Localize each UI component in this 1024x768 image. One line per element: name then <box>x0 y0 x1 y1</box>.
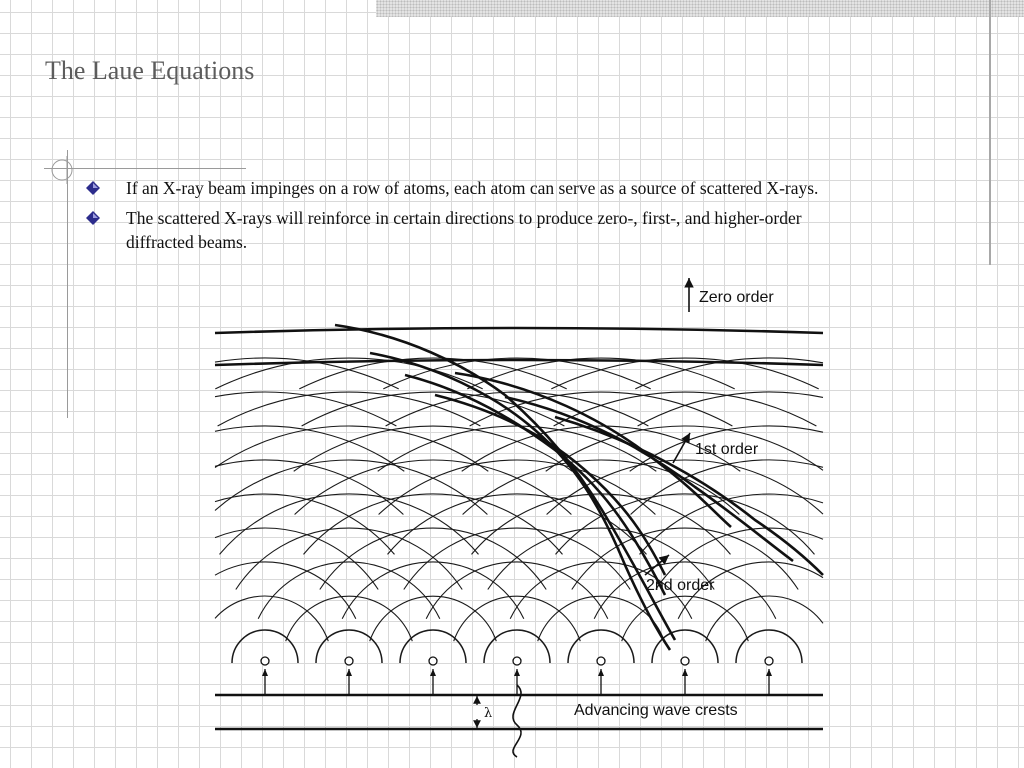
wavelet-arc <box>304 494 563 554</box>
wavelet-arc <box>622 596 749 641</box>
wavelet-arc <box>706 596 823 641</box>
crosshair-decoration-icon <box>50 156 78 184</box>
atom <box>597 657 605 694</box>
wavelet-arc <box>546 426 823 471</box>
bullet-text: The scattered X-rays will reinforce in certain directions to produce zero-, first-, and higher-order diffracted beams. <box>126 208 802 252</box>
wave-crests-label: Advancing wave crests <box>574 702 738 719</box>
wavelet-arc <box>538 596 665 641</box>
wavelet-arc <box>454 596 581 641</box>
wavelet-arc <box>215 596 328 641</box>
wavelet-arc <box>215 426 488 471</box>
wavelet-arc <box>286 596 413 641</box>
diffracted-wavefront <box>435 395 665 575</box>
atom <box>345 657 353 694</box>
wavelet-arc <box>215 528 378 589</box>
header-texture-band <box>376 0 1024 17</box>
slide-title: The Laue Equations <box>45 56 255 85</box>
wavelet-arc <box>383 358 650 389</box>
diffracted-wavefront <box>370 353 670 650</box>
first-order-label: 1st order <box>695 441 759 458</box>
bullet-list <box>86 176 866 260</box>
left-vertical-rule <box>67 150 68 418</box>
wavelet-arc <box>215 460 487 515</box>
wavelet-arc <box>215 392 396 426</box>
atom-row <box>261 657 773 694</box>
wavelet-arc <box>295 460 572 514</box>
wavelet-arc <box>236 528 462 589</box>
wavelet-arc <box>220 494 479 554</box>
diffracted-wavefronts <box>215 325 823 650</box>
atom <box>261 657 269 694</box>
diffracted-wavefront <box>555 417 823 575</box>
wavelet-arc <box>370 596 497 641</box>
wavelength-symbol: λ <box>484 706 493 721</box>
wavelet-arc <box>379 460 656 514</box>
right-vertical-rule <box>989 0 991 265</box>
bullet-item <box>86 206 866 254</box>
wavelet-arc <box>472 494 731 554</box>
second-order-label: 2nd order <box>646 577 715 594</box>
wavelet-arc <box>554 392 817 426</box>
bullet-item <box>86 176 866 200</box>
diamond-bullet-icon <box>86 181 100 195</box>
diffracted-wavefront <box>215 328 823 333</box>
wavelet-arc <box>638 392 823 426</box>
diffraction-diagram <box>205 265 835 765</box>
atom <box>681 657 689 694</box>
wavelet-arc <box>258 562 440 619</box>
wavelet-arc <box>386 392 649 426</box>
wavelet-arc <box>404 528 630 589</box>
diamond-bullet-icon <box>86 211 100 225</box>
bullet-text: If an X-ray beam impinges on a row of atoms, each atom can serve as a source of scattered X-rays. <box>126 178 819 198</box>
atom <box>765 657 773 694</box>
wavelet-arc <box>426 562 608 619</box>
zero-order-label: Zero order <box>699 289 774 306</box>
wavelet-arc <box>320 528 546 589</box>
wavelet-arcs <box>215 358 823 663</box>
wavelet-arc <box>342 562 524 619</box>
atom <box>429 657 437 694</box>
